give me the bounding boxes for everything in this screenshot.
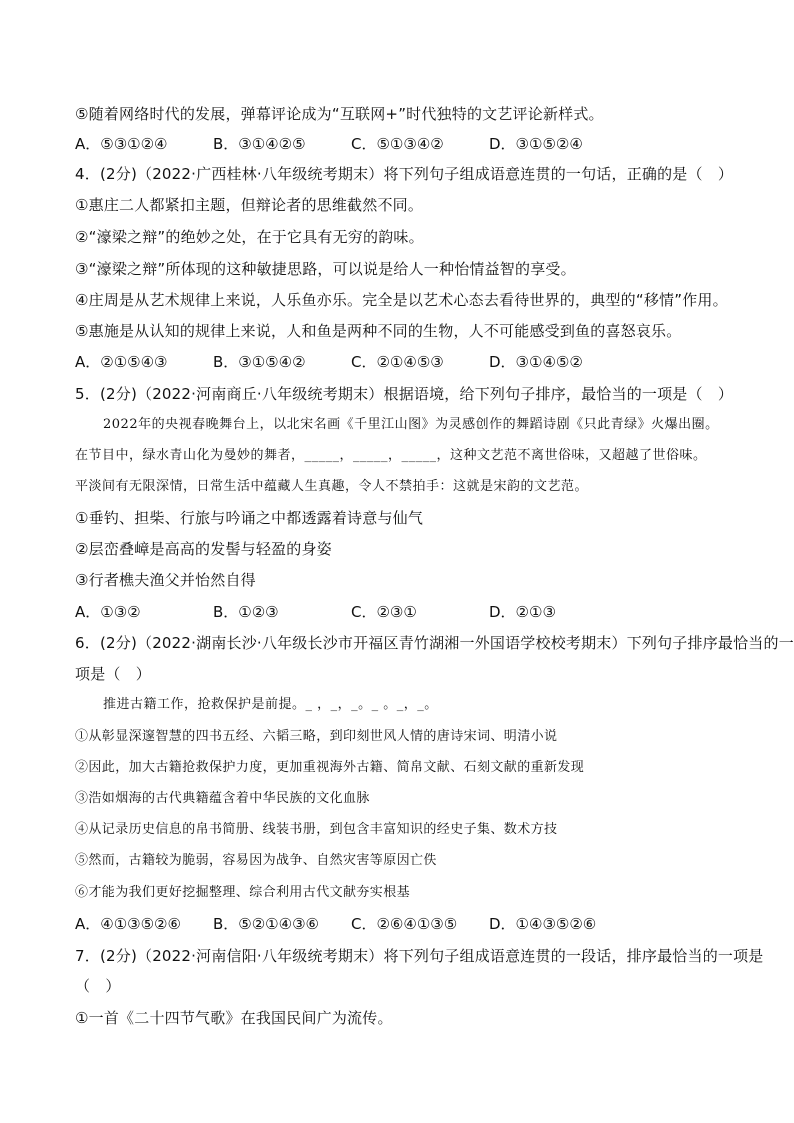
q5-item-3: ③行者樵夫渔父并怡然自得 bbox=[75, 571, 256, 589]
q4-option-c[interactable]: C．②①④⑤③ bbox=[351, 353, 444, 371]
q4-item-1: ①惠庄二人都紧扣主题，但辩论者的思维截然不同。 bbox=[75, 196, 424, 214]
q3-option-b[interactable]: B．③①④②⑤ bbox=[213, 135, 306, 153]
q4-item-5: ⑤惠施是从认知的规律上来说，人和鱼是两种不同的生物，人不可能感受到鱼的喜怒哀乐。 bbox=[75, 322, 682, 340]
q3-option-d[interactable]: D．③①⑤②④ bbox=[489, 135, 583, 153]
q6-stem-line-2: 项是（ ） bbox=[75, 665, 152, 683]
q6-item-4: ④从记录历史信息的帛书简册、线装书册，到包含丰富知识的经史子集、数术方技 bbox=[75, 822, 558, 837]
q6-item-5: ⑤然而，古籍较为脆弱，容易因为战争、自然灾害等原因亡佚 bbox=[75, 853, 437, 868]
q6-item-3: ③浩如烟海的古代典籍蕴含着中华民族的文化血脉 bbox=[75, 791, 370, 806]
q6-item-6: ⑥才能为我们更好挖掘整理、综合利用古代文献夯实根基 bbox=[75, 885, 411, 900]
q6-option-c[interactable]: C．②⑥④①③⑤ bbox=[351, 915, 458, 933]
q5-item-2: ②层峦叠嶂是高高的发髻与轻盈的身姿 bbox=[75, 540, 332, 558]
q6-item-2: ②因此，加大古籍抢救保护力度，更加重视海外古籍、简帛文献、石刻文献的重新发现 bbox=[75, 760, 585, 775]
q5-passage-line-3: 平淡间有无限深情，日常生活中蕴藏人生真趣，令人不禁拍手：这就是宋韵的文艺范。 bbox=[75, 479, 589, 494]
q7-item-1: ①一首《二十四节气歌》在我国民间广为流传。 bbox=[75, 1009, 393, 1027]
q3-option-a[interactable]: A．⑤③①②④ bbox=[75, 135, 168, 153]
q5-stem: 5．(2分)（2022·河南商丘·八年级统考期末）根据语境，给下列句子排序，最恰当的一项是（ ） bbox=[75, 385, 734, 403]
q4-item-3: ③“濠梁之辩”所体现的这种敏捷思路，可以说是给人一种怡情益智的享受。 bbox=[75, 260, 576, 278]
q4-option-a[interactable]: A．②①⑤④③ bbox=[75, 353, 168, 371]
q5-option-b[interactable]: B．①②③ bbox=[213, 603, 279, 621]
q6-item-1: ①从彰显深邃智慧的四书五经、六韬三略，到印刻世风人情的唐诗宋词、明清小说 bbox=[75, 729, 558, 744]
q3-item-5: ⑤随着网络时代的发展，弹幕评论成为“互联网+”时代独特的文艺评论新样式。 bbox=[75, 105, 604, 123]
q6-option-d[interactable]: D．①④③⑤②⑥ bbox=[489, 915, 597, 933]
q5-passage-line-2: 在节目中，绿水青山化为曼妙的舞者，_____，_____，_____，这种文艺范不离世俗味，又超越了世俗味。 bbox=[75, 448, 707, 463]
q4-item-4: ④庄周是从艺术规律上来说，人乐鱼亦乐。完全是以艺术心态去看待世界的，典型的“移情”作用。 bbox=[75, 291, 728, 309]
q5-option-a[interactable]: A．①③② bbox=[75, 603, 141, 621]
q4-option-d[interactable]: D．③①④⑤② bbox=[489, 353, 583, 371]
q5-option-d[interactable]: D．②①③ bbox=[489, 603, 556, 621]
q4-stem: 4．(2分)（2022·广西桂林·八年级统考期末）将下列句子组成语意连贯的一句话，正确的是（ ） bbox=[75, 165, 734, 183]
q3-option-c[interactable]: C．⑤①③④② bbox=[351, 135, 444, 153]
q4-item-2: ②“濠梁之辩”的绝妙之处，在于它具有无穷的韵味。 bbox=[75, 228, 424, 246]
q6-passage: 推进古籍工作，抢救保护是前提。_ ，_，_。_ 。_，_。 bbox=[103, 697, 438, 712]
q6-option-b[interactable]: B．⑤②①④③⑥ bbox=[213, 915, 319, 933]
q6-option-a[interactable]: A．④①③⑤②⑥ bbox=[75, 915, 181, 933]
q6-stem-line-1: 6．(2分)（2022·湖南长沙·八年级长沙市开福区青竹湖湘一外国语学校校考期末）下列句子排序最恰当的一 bbox=[75, 634, 794, 652]
q7-stem-line-2: （ ） bbox=[75, 977, 121, 995]
q5-passage-line-1: 2022年的央视春晚舞台上，以北宋名画《千里江山图》为灵感创作的舞蹈诗剧《只此青绿》火爆出圈。 bbox=[103, 417, 719, 432]
q5-option-c[interactable]: C．②③① bbox=[351, 603, 417, 621]
q7-stem-line-1: 7．(2分)（2022·河南信阳·八年级统考期末）将下列句子组成语意连贯的一段话，排序最恰当的一项是 bbox=[75, 947, 764, 965]
q4-option-b[interactable]: B．③①⑤④② bbox=[213, 353, 306, 371]
q5-item-1: ①垂钓、担柴、行旅与吟诵之中都透露着诗意与仙气 bbox=[75, 509, 424, 527]
